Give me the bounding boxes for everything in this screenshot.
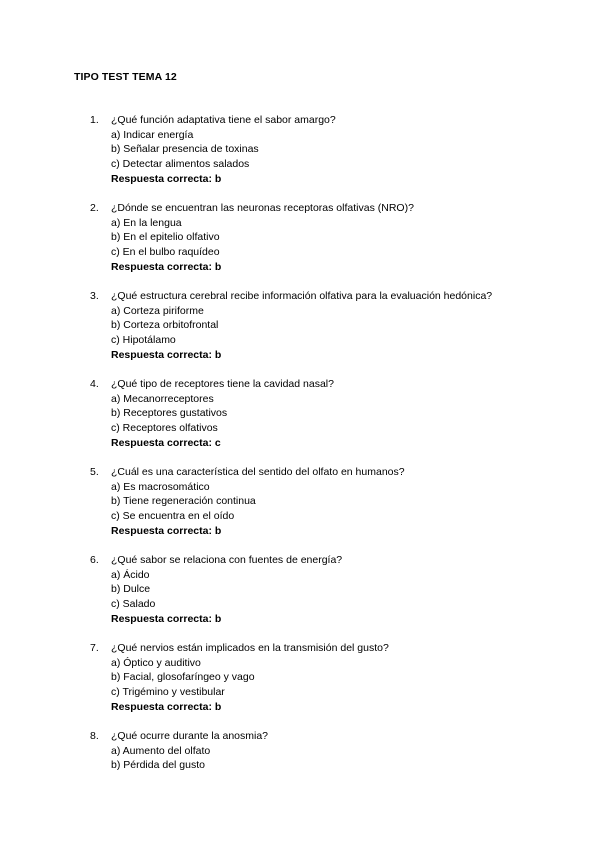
correct-answer: Respuesta correcta: b bbox=[111, 524, 222, 537]
question-item bbox=[0, 465, 600, 553]
question-text: ¿Dónde se encuentran las neuronas receptoras olfativas (NRO)? bbox=[111, 202, 414, 214]
option-a: a) En la lengua bbox=[111, 216, 182, 229]
option-c: c) Hipotálamo bbox=[111, 334, 176, 347]
option-b: b) En el epitelio olfativo bbox=[111, 231, 220, 244]
option-a: a) Corteza piriforme bbox=[111, 304, 204, 317]
option-c: c) Detectar alimentos salados bbox=[111, 158, 250, 171]
option-b: b) Tiene regeneración continua bbox=[111, 495, 256, 508]
option-c: c) Receptores olfativos bbox=[111, 422, 218, 435]
question-item bbox=[0, 641, 600, 729]
question-body bbox=[111, 553, 342, 626]
question-text: ¿Qué nervios están implicados en la transmisión del gusto? bbox=[111, 642, 389, 654]
question-text: ¿Qué estructura cerebral recibe información olfativa para la evaluación hedónica? bbox=[111, 290, 493, 302]
question-item bbox=[0, 377, 600, 465]
question-text: ¿Qué sabor se relaciona con fuentes de energía? bbox=[111, 554, 343, 566]
option-b: b) Receptores gustativos bbox=[111, 407, 228, 420]
correct-answer: Respuesta correcta: b bbox=[111, 172, 222, 185]
correct-answer: Respuesta correcta: b bbox=[111, 260, 222, 273]
question-item bbox=[0, 289, 600, 377]
question-item bbox=[0, 553, 600, 641]
question-text: ¿Qué función adaptativa tiene el sabor amargo? bbox=[111, 114, 336, 126]
question-number: 3. bbox=[90, 290, 99, 302]
question-body bbox=[111, 377, 334, 450]
question-body bbox=[111, 641, 389, 714]
option-a: a) Es macrosomático bbox=[111, 480, 210, 493]
option-b: b) Pérdida del gusto bbox=[111, 759, 205, 772]
question-item bbox=[0, 729, 600, 817]
question-body bbox=[111, 113, 336, 186]
question-number: 7. bbox=[90, 642, 99, 654]
question-number: 6. bbox=[90, 554, 99, 566]
option-a: a) Indicar energía bbox=[111, 128, 194, 141]
option-b: b) Corteza orbitofrontal bbox=[111, 319, 219, 332]
correct-answer: Respuesta correcta: b bbox=[111, 700, 222, 713]
correct-answer: Respuesta correcta: b bbox=[111, 348, 222, 361]
question-body bbox=[111, 201, 414, 274]
option-a: a) Mecanorreceptores bbox=[111, 392, 214, 405]
option-b: b) Dulce bbox=[111, 583, 151, 596]
option-c: c) En el bulbo raquídeo bbox=[111, 246, 220, 259]
option-a: a) Ácido bbox=[111, 568, 150, 581]
question-number: 1. bbox=[90, 114, 99, 126]
document-title: TIPO TEST TEMA 12 bbox=[74, 71, 177, 83]
question-number: 8. bbox=[90, 730, 99, 742]
question-list bbox=[0, 113, 600, 817]
option-a: a) Óptico y auditivo bbox=[111, 656, 201, 669]
question-body bbox=[111, 729, 268, 773]
option-b: b) Señalar presencia de toxinas bbox=[111, 143, 259, 156]
correct-answer: Respuesta correcta: c bbox=[111, 436, 221, 449]
question-text: ¿Qué ocurre durante la anosmia? bbox=[111, 730, 269, 742]
option-c: c) Se encuentra en el oído bbox=[111, 510, 235, 523]
option-c: c) Trigémino y vestibular bbox=[111, 686, 225, 699]
question-number: 2. bbox=[90, 202, 99, 214]
question-item bbox=[0, 201, 600, 289]
question-body bbox=[111, 465, 405, 538]
question-number: 4. bbox=[90, 378, 99, 390]
correct-answer: Respuesta correcta: b bbox=[111, 612, 222, 625]
option-c: c) Salado bbox=[111, 598, 156, 611]
question-text: ¿Cuál es una característica del sentido del olfato en humanos? bbox=[111, 466, 405, 478]
question-body bbox=[111, 289, 492, 362]
question-number: 5. bbox=[90, 466, 99, 478]
option-a: a) Aumento del olfato bbox=[111, 744, 211, 757]
question-text: ¿Qué tipo de receptores tiene la cavidad nasal? bbox=[111, 378, 334, 390]
option-b: b) Facial, glosofaríngeo y vago bbox=[111, 671, 255, 684]
question-item bbox=[0, 113, 600, 201]
